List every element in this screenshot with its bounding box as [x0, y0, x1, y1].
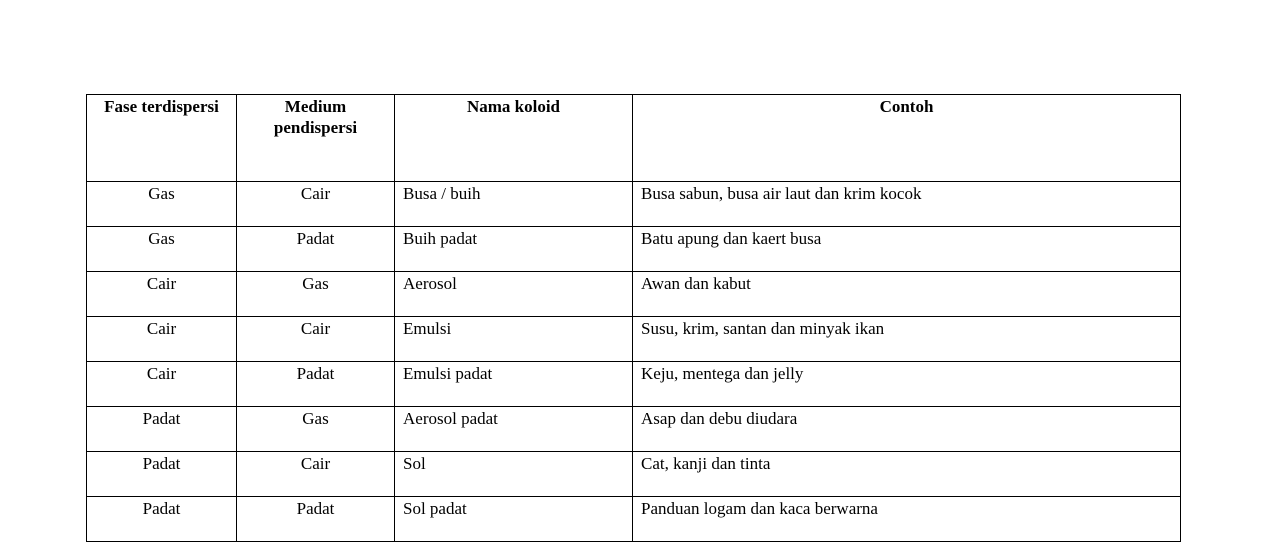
header-nama-koloid: Nama koloid: [395, 95, 633, 182]
cell-contoh: Batu apung dan kaert busa: [633, 227, 1181, 272]
table-row: [87, 317, 1181, 362]
cell-fase: Cair: [87, 317, 237, 362]
table-header: [87, 95, 1181, 182]
table-row: [87, 227, 1181, 272]
cell-contoh: Awan dan kabut: [633, 272, 1181, 317]
cell-contoh: Susu, krim, santan dan minyak ikan: [633, 317, 1181, 362]
cell-fase: Cair: [87, 362, 237, 407]
cell-medium: Cair: [237, 317, 395, 362]
cell-contoh: Busa sabun, busa air laut dan krim kocok: [633, 182, 1181, 227]
cell-nama: Emulsi padat: [395, 362, 633, 407]
cell-medium: Padat: [237, 227, 395, 272]
cell-medium: Cair: [237, 452, 395, 497]
cell-nama: Busa / buih: [395, 182, 633, 227]
table-row: [87, 362, 1181, 407]
cell-medium: Cair: [237, 182, 395, 227]
table-row: [87, 272, 1181, 317]
cell-nama: Buih padat: [395, 227, 633, 272]
cell-contoh: Asap dan debu diudara: [633, 407, 1181, 452]
cell-medium: Gas: [237, 407, 395, 452]
cell-nama: Aerosol padat: [395, 407, 633, 452]
header-row: [87, 95, 1181, 182]
cell-nama: Aerosol: [395, 272, 633, 317]
cell-fase: Gas: [87, 227, 237, 272]
cell-contoh: Panduan logam dan kaca berwarna: [633, 497, 1181, 542]
cell-medium: Gas: [237, 272, 395, 317]
table-row: [87, 407, 1181, 452]
cell-fase: Padat: [87, 452, 237, 497]
cell-fase: Padat: [87, 497, 237, 542]
cell-fase: Cair: [87, 272, 237, 317]
cell-nama: Sol: [395, 452, 633, 497]
cell-fase: Padat: [87, 407, 237, 452]
table-body: [87, 182, 1181, 542]
cell-contoh: Cat, kanji dan tinta: [633, 452, 1181, 497]
header-contoh: Contoh: [633, 95, 1181, 182]
colloid-table: [86, 94, 1181, 542]
header-medium-pendispersi: Medium pendispersi: [237, 95, 395, 182]
table-row: [87, 452, 1181, 497]
cell-medium: Padat: [237, 362, 395, 407]
cell-nama: Sol padat: [395, 497, 633, 542]
cell-medium: Padat: [237, 497, 395, 542]
header-fase-terdispersi: Fase terdispersi: [87, 95, 237, 182]
table-row: [87, 182, 1181, 227]
table-row: [87, 497, 1181, 542]
cell-contoh: Keju, mentega dan jelly: [633, 362, 1181, 407]
cell-nama: Emulsi: [395, 317, 633, 362]
cell-fase: Gas: [87, 182, 237, 227]
